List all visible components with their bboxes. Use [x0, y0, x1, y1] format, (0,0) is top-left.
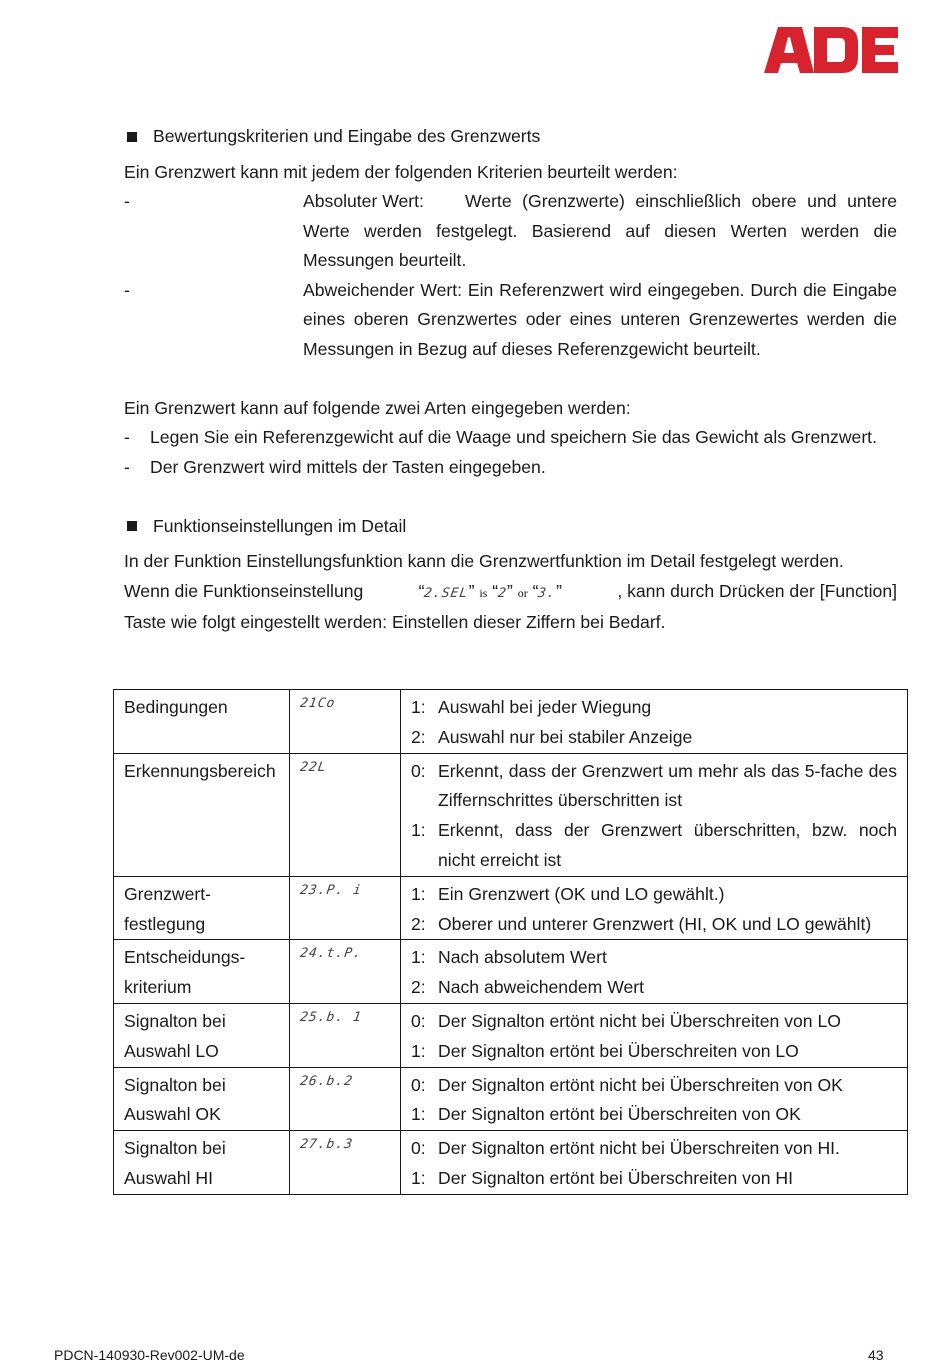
- option-number: 0:: [411, 1138, 426, 1159]
- segment-display-code: 22L: [299, 759, 328, 775]
- method-item: [124, 423, 897, 453]
- criterion-term: Absoluter Wert:: [303, 191, 424, 211]
- option-text: Der Signalton ertönt bei Überschreiten von HI: [438, 1167, 793, 1188]
- criterion-text: Abweichender Wert: Ein Referenzwert wird eingegeben. Durch die Eingabe eines oberen Grenzwertes oder eines unteren Grenzewertes werden die Messungen in Bezug auf dieses Referenzgewicht beurteilt.: [303, 279, 897, 359]
- option-item: [411, 757, 897, 817]
- setting-label: Grenzwert-festlegung: [114, 876, 290, 940]
- segment-display-value: 2: [497, 585, 509, 601]
- setting-code-cell: [290, 940, 401, 1004]
- option-item: [411, 1134, 897, 1164]
- option-item: [411, 1037, 897, 1067]
- option-number: 1:: [411, 697, 426, 717]
- section-heading: [124, 122, 897, 152]
- option-number: 2:: [411, 913, 426, 934]
- table-row: [114, 1003, 908, 1067]
- option-text: Der Signalton ertönt bei Überschreiten von OK: [438, 1104, 801, 1125]
- method-text: Legen Sie ein Referenzgewicht auf die Waage und speichern Sie das Gewicht als Grenzwert.: [150, 427, 877, 447]
- option-item: [411, 880, 897, 910]
- setting-code-cell: [290, 1003, 401, 1067]
- option-text: Der Signalton ertönt bei Überschreiten von LO: [438, 1040, 799, 1061]
- table-row: [114, 1067, 908, 1131]
- option-number: 0:: [411, 1074, 426, 1095]
- method-item: [124, 453, 897, 483]
- method-text: Der Grenzwert wird mittels der Tasten eingegeben.: [150, 456, 546, 477]
- setting-options: [401, 1131, 908, 1195]
- criterion-deviation: [124, 276, 897, 365]
- option-item: [411, 1164, 897, 1194]
- table-row: [114, 690, 908, 754]
- setting-options: [401, 1067, 908, 1131]
- setting-label: Signalton bei Auswahl LO: [114, 1003, 290, 1067]
- setting-options: [401, 876, 908, 940]
- option-item: [411, 1071, 897, 1101]
- setting-code-cell: [290, 1131, 401, 1195]
- table-row: [114, 876, 908, 940]
- setting-label: Bedingungen: [114, 690, 290, 754]
- segment-display-code: 24.t.P.: [299, 946, 363, 962]
- option-text: Ein Grenzwert (OK und LO gewählt.): [438, 883, 725, 904]
- setting-code-cell: [290, 690, 401, 754]
- seg-is: is: [479, 585, 488, 600]
- section2-line1: In der Funktion Einstellungsfunktion kann die Grenzwertfunktion im Detail festgelegt werden.: [124, 551, 844, 571]
- setting-label: Signalton bei Auswahl HI: [114, 1131, 290, 1195]
- table-row: [114, 1131, 908, 1195]
- setting-code-cell: [290, 876, 401, 940]
- option-text: Der Signalton ertönt nicht bei Überschreiten von OK: [438, 1074, 843, 1095]
- setting-options: [401, 1003, 908, 1067]
- option-text: Oberer und unterer Grenzwert (HI, OK und LO gewählt): [438, 913, 872, 934]
- setting-label: Entscheidungs-kriterium: [114, 940, 290, 1004]
- section1-intro: Ein Grenzwert kann mit jedem der folgenden Kriterien beurteilt werden:: [124, 161, 678, 182]
- option-item: [411, 943, 897, 973]
- criterion-absolute: [124, 187, 897, 276]
- option-item: [411, 1007, 897, 1037]
- settings-table: [113, 689, 908, 1195]
- section-heading: [124, 512, 897, 542]
- option-number: 1:: [411, 947, 426, 968]
- option-number: 1:: [411, 820, 426, 841]
- segment-code-expression: “2.SEL” is “2” or “3.”: [419, 577, 562, 609]
- option-item: [411, 693, 897, 723]
- table-row: [114, 753, 908, 876]
- seg-or: or: [517, 585, 528, 600]
- segment-display-code: 25.b. 1: [299, 1009, 363, 1025]
- setting-options: [401, 753, 908, 876]
- page-content: [124, 122, 897, 638]
- table-row: [114, 940, 908, 1004]
- option-item: [411, 723, 897, 753]
- segment-display-code: 23.P. i: [299, 882, 363, 898]
- setting-code-cell: [290, 753, 401, 876]
- dash: -: [124, 191, 130, 211]
- footer-doc-id: PDCN-140930-Rev002-UM-de: [54, 1347, 245, 1363]
- option-number: 1:: [411, 1040, 426, 1061]
- option-number: 1:: [411, 1104, 426, 1125]
- setting-options: [401, 690, 908, 754]
- segment-display-code: 2.SEL: [423, 585, 470, 601]
- section2-line3: Taste wie folgt eingestellt werden: Einstellen dieser Ziffern bei Bedarf.: [124, 612, 666, 632]
- section2-heading: Funktionseinstellungen im Detail: [153, 515, 407, 536]
- option-text: Der Signalton ertönt nicht bei Überschreiten von HI.: [438, 1138, 840, 1159]
- section2-line2-start: Wenn die Funktionseinstellung: [124, 580, 364, 601]
- option-item: [411, 973, 897, 1003]
- criterion-body: [303, 187, 897, 276]
- option-text: Erkennt, dass der Grenzwert überschritten, bzw. noch nicht erreicht ist: [438, 820, 897, 870]
- option-text: Der Signalton ertönt nicht bei Überschreiten von LO: [438, 1010, 841, 1031]
- option-number: 2:: [411, 977, 426, 998]
- section2-line2-end: , kann durch Drücken der [Function]: [617, 580, 897, 601]
- option-text: Auswahl bei jeder Wiegung: [438, 697, 652, 717]
- option-text: Auswahl nur bei stabiler Anzeige: [438, 726, 693, 747]
- option-item: [411, 816, 897, 876]
- option-item: [411, 910, 897, 940]
- segment-display-code: 26.b.2: [299, 1073, 355, 1089]
- option-item: [411, 1100, 897, 1130]
- option-text: Erkennt, dass der Grenzwert um mehr als das 5-fache des Ziffernschrittes überschritten ist: [438, 760, 897, 811]
- option-text: Nach abweichendem Wert: [438, 977, 645, 998]
- setting-label: Signalton bei Auswahl OK: [114, 1067, 290, 1131]
- option-number: 1:: [411, 883, 426, 904]
- option-number: 1:: [411, 1167, 426, 1188]
- segment-display-code: 27.b.3: [299, 1137, 355, 1153]
- option-number: 2:: [411, 726, 426, 747]
- ade-logo-mark: [764, 27, 898, 73]
- ade-logo: [764, 27, 898, 73]
- section2-line2: [124, 577, 897, 609]
- bullet-square-icon: [127, 521, 137, 531]
- criterion-text: Werte (Grenzwerte) einschließlich obere und untere Werte werden festgelegt. Basierend auf diesen Werten werden die Messungen beurteilt.: [303, 191, 897, 270]
- setting-code-cell: [290, 1067, 401, 1131]
- bullet-square-icon: [127, 132, 137, 142]
- dash: -: [124, 427, 130, 447]
- methods-intro: Ein Grenzwert kann auf folgende zwei Arten eingegeben werden:: [124, 397, 631, 418]
- option-number: 0:: [411, 1010, 426, 1031]
- setting-options: [401, 940, 908, 1004]
- segment-display-code: 21Co: [299, 696, 337, 711]
- option-text: Nach absolutem Wert: [438, 947, 607, 968]
- footer-page-number: 43: [868, 1347, 884, 1363]
- section1-heading: Bewertungskriterien und Eingabe des Grenzwerts: [153, 126, 541, 146]
- dash: -: [124, 279, 130, 300]
- segment-display-value: 3.: [537, 585, 558, 601]
- setting-label: Erkennungsbereich: [114, 753, 290, 876]
- dash: -: [124, 456, 130, 477]
- option-number: 0:: [411, 760, 426, 781]
